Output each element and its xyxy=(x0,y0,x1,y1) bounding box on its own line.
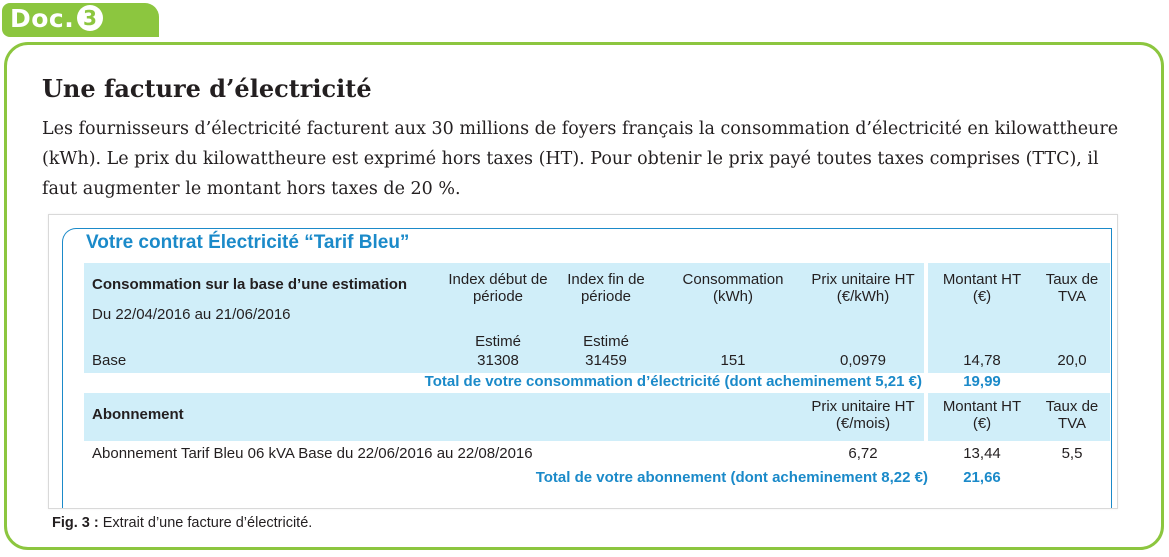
col-vat: Taux de TVA xyxy=(1045,271,1099,305)
doc-number: 3 xyxy=(77,5,103,31)
subscription-row-amount: 13,44 xyxy=(963,445,1001,462)
sub-col-amount: Montant HT (€) xyxy=(942,398,1022,432)
consumption-total-label: Total de votre consommation d’électricité (dont acheminement 5,21 €) xyxy=(424,373,922,390)
doc-badge-tail xyxy=(131,3,159,37)
row-base-label: Base xyxy=(92,352,127,369)
consumption-heading: Consommation sur la base d’une estimation xyxy=(92,276,408,293)
contract-title: Votre contrat Électricité “Tarif Bleu” xyxy=(86,232,410,253)
figure-caption xyxy=(52,515,312,531)
subscription-row-vat: 5,5 xyxy=(1061,445,1083,462)
consumption-period: Du 22/04/2016 au 21/06/2016 xyxy=(92,306,291,323)
row-base-consumption: 151 xyxy=(720,352,746,369)
estimate-label-start: Estimé xyxy=(475,333,521,350)
doc-label xyxy=(10,4,103,33)
figure-caption-text: Extrait d’une facture d’électricité. xyxy=(98,515,313,531)
row-base-unit-price: 0,0979 xyxy=(840,352,886,369)
sub-col-unit-price: Prix unitaire HT (€/mois) xyxy=(811,398,915,432)
subscription-total-value: 21,66 xyxy=(963,469,1001,486)
row-base-vat: 20,0 xyxy=(1057,352,1087,369)
subscription-row-unit-price: 6,72 xyxy=(848,445,878,462)
figure-caption-label: Fig. 3 : xyxy=(52,515,99,531)
col-index-start: Index début de période xyxy=(448,271,548,305)
sub-col-vat: Taux de TVA xyxy=(1045,398,1099,432)
doc-badge xyxy=(2,3,145,37)
page-title: Une facture d’électricité xyxy=(42,74,372,103)
row-base-index-end: 31459 xyxy=(585,352,627,369)
col-index-end: Index fin de période xyxy=(567,271,645,305)
consumption-total-value: 19,99 xyxy=(963,373,1001,390)
subscription-row-label: Abonnement Tarif Bleu 06 kVA Base du 22/06/2016 au 22/08/2016 xyxy=(92,445,533,462)
row-base-index-start: 31308 xyxy=(477,352,519,369)
col-consumption: Consommation (kWh) xyxy=(682,271,784,305)
estimate-label-end: Estimé xyxy=(583,333,629,350)
intro-paragraph: Les fournisseurs d’électricité facturent aux 30 millions de foyers français la consommation d’électricité en kilowattheure (kWh). Le prix du kilowattheure est exprimé hors taxes (HT). Pour obtenir le prix payé toutes taxes comprises (TTC), il faut augmenter le montant hors taxes de 20 %. xyxy=(42,119,1119,199)
col-amount: Montant HT (€) xyxy=(942,271,1022,305)
subscription-heading: Abonnement xyxy=(92,406,184,423)
doc-label-text: Doc. xyxy=(10,4,75,33)
row-base-amount: 14,78 xyxy=(963,352,1001,369)
subscription-total-label: Total de votre abonnement (dont acheminement 8,22 €) xyxy=(535,469,928,486)
col-unit-price: Prix unitaire HT (€/kWh) xyxy=(811,271,915,305)
